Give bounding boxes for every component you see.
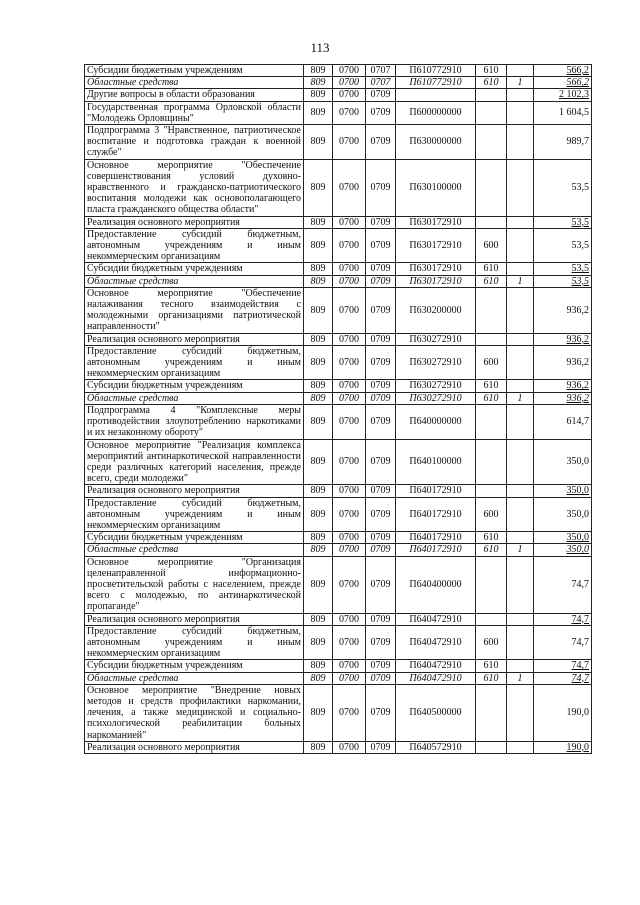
grbs-code: 809 [304,159,333,216]
amount: 74,7 [534,625,592,660]
source-code [507,159,534,216]
subsection-code: 0707 [366,77,396,89]
amount: 53,5 [534,263,592,275]
row-name: Реализация основного мероприятия [85,216,304,228]
table-row [85,684,592,741]
amount: 566,2 [534,77,592,89]
grbs-code: 809 [304,532,333,544]
target-article-code: П630200000 [396,287,476,333]
expense-type-code: 600 [476,625,507,660]
row-name: Предоставление субсидий бюджетным, автономным учреждениям и иным некоммерческим организациям [85,625,304,660]
amount: 350,0 [534,485,592,497]
target-article-code: П640172910 [396,544,476,556]
row-name: Субсидии бюджетным учреждениям [85,660,304,672]
source-code [507,532,534,544]
grbs-code: 809 [304,77,333,89]
target-article-code: П630272910 [396,333,476,345]
row-name: Предоставление субсидий бюджетным, автономным учреждениям и иным некоммерческим организациям [85,345,304,380]
section-code: 0700 [333,613,366,625]
target-article-code: П640400000 [396,556,476,613]
subsection-code: 0709 [366,89,396,101]
subsection-code: 0709 [366,439,396,485]
amount: 53,5 [534,228,592,263]
table-row [85,380,592,392]
table-row [85,333,592,345]
table-row [85,263,592,275]
source-code [507,404,534,439]
subsection-code: 0709 [366,380,396,392]
expense-type-code: 600 [476,345,507,380]
subsection-code: 0707 [366,65,396,77]
expense-type-code [476,333,507,345]
table-row [85,439,592,485]
expense-type-code: 610 [476,263,507,275]
target-article-code: П640572910 [396,741,476,753]
table-body [85,65,592,754]
grbs-code: 809 [304,333,333,345]
subsection-code: 0709 [366,660,396,672]
expense-type-code: 610 [476,660,507,672]
target-article-code: П640472910 [396,613,476,625]
budget-table [84,64,592,754]
table-row [85,613,592,625]
row-name: Основное мероприятие "Внедрение новых методов и средств профилактики наркомании, лечения, а также медицинской и социально-психологической реабилитации больных наркоманией" [85,684,304,741]
subsection-code: 0709 [366,216,396,228]
source-code: 1 [507,672,534,684]
table-row [85,287,592,333]
amount: 350,0 [534,439,592,485]
expense-type-code [476,89,507,101]
section-code: 0700 [333,392,366,404]
expense-type-code: 610 [476,65,507,77]
target-article-code: П610772910 [396,65,476,77]
source-code [507,287,534,333]
section-code: 0700 [333,672,366,684]
subsection-code: 0709 [366,263,396,275]
section-code: 0700 [333,741,366,753]
table-row [85,660,592,672]
source-code [507,263,534,275]
source-code [507,613,534,625]
table-row [85,65,592,77]
subsection-code: 0709 [366,287,396,333]
expense-type-code [476,125,507,160]
expense-type-code [476,159,507,216]
expense-type-code [476,741,507,753]
row-name: Предоставление субсидий бюджетным, автономным учреждениям и иным некоммерческим организациям [85,497,304,532]
expense-type-code: 610 [476,672,507,684]
target-article-code: П600000000 [396,101,476,124]
table-row [85,228,592,263]
section-code: 0700 [333,345,366,380]
table-row [85,345,592,380]
source-code [507,125,534,160]
row-name: Областные средства [85,275,304,287]
grbs-code: 809 [304,672,333,684]
expense-type-code [476,287,507,333]
expense-type-code: 610 [476,380,507,392]
amount: 936,2 [534,380,592,392]
section-code: 0700 [333,404,366,439]
section-code: 0700 [333,497,366,532]
row-name: Государственная программа Орловской области "Молодежь Орловщины" [85,101,304,124]
expense-type-code: 610 [476,275,507,287]
grbs-code: 809 [304,556,333,613]
target-article-code: П630172910 [396,216,476,228]
section-code: 0700 [333,485,366,497]
row-name: Реализация основного мероприятия [85,613,304,625]
source-code [507,485,534,497]
section-code: 0700 [333,228,366,263]
source-code [507,216,534,228]
source-code: 1 [507,392,534,404]
table-row [85,404,592,439]
source-code [507,625,534,660]
amount: 74,7 [534,672,592,684]
section-code: 0700 [333,439,366,485]
amount: 936,2 [534,392,592,404]
subsection-code: 0709 [366,684,396,741]
grbs-code: 809 [304,625,333,660]
grbs-code: 809 [304,741,333,753]
grbs-code: 809 [304,65,333,77]
subsection-code: 0709 [366,159,396,216]
grbs-code: 809 [304,485,333,497]
table-row [85,544,592,556]
expense-type-code: 610 [476,77,507,89]
grbs-code: 809 [304,684,333,741]
source-code [507,228,534,263]
row-name: Реализация основного мероприятия [85,741,304,753]
source-code [507,65,534,77]
amount: 936,2 [534,333,592,345]
grbs-code: 809 [304,380,333,392]
subsection-code: 0709 [366,275,396,287]
amount: 566,2 [534,65,592,77]
section-code: 0700 [333,101,366,124]
section-code: 0700 [333,333,366,345]
target-article-code: П640172910 [396,497,476,532]
subsection-code: 0709 [366,532,396,544]
section-code: 0700 [333,544,366,556]
amount: 614,7 [534,404,592,439]
grbs-code: 809 [304,89,333,101]
amount: 190,0 [534,684,592,741]
section-code: 0700 [333,287,366,333]
amount: 190,0 [534,741,592,753]
source-code: 1 [507,77,534,89]
source-code: 1 [507,544,534,556]
subsection-code: 0709 [366,544,396,556]
section-code: 0700 [333,684,366,741]
subsection-code: 0709 [366,228,396,263]
table-row [85,741,592,753]
row-name: Областные средства [85,672,304,684]
subsection-code: 0709 [366,556,396,613]
section-code: 0700 [333,89,366,101]
expense-type-code [476,216,507,228]
expense-type-code [476,613,507,625]
amount: 350,0 [534,497,592,532]
row-name: Предоставление субсидий бюджетным, автономным учреждениям и иным некоммерческим организациям [85,228,304,263]
grbs-code: 809 [304,497,333,532]
subsection-code: 0709 [366,392,396,404]
expense-type-code [476,556,507,613]
table-row [85,392,592,404]
page-number: 113 [310,40,330,55]
subsection-code: 0709 [366,125,396,160]
expense-type-code [476,101,507,124]
row-name: Подпрограмма 4 "Комплексные меры противодействия злоупотреблению наркотиками и их незаконному обороту" [85,404,304,439]
row-name: Субсидии бюджетным учреждениям [85,380,304,392]
expense-type-code: 600 [476,228,507,263]
target-article-code: П640472910 [396,672,476,684]
table-row [85,672,592,684]
subsection-code: 0709 [366,497,396,532]
section-code: 0700 [333,159,366,216]
section-code: 0700 [333,380,366,392]
section-code: 0700 [333,556,366,613]
section-code: 0700 [333,216,366,228]
table-row [85,625,592,660]
source-code [507,101,534,124]
target-article-code: П630172910 [396,263,476,275]
amount: 936,2 [534,345,592,380]
table-row [85,89,592,101]
row-name: Основное мероприятие "Реализация комплекса мероприятий антинаркотической направленности среди различных категорий населения, прежде всего, среди молодежи" [85,439,304,485]
source-code [507,497,534,532]
row-name: Областные средства [85,77,304,89]
amount: 53,5 [534,159,592,216]
amount: 1 604,5 [534,101,592,124]
row-name: Областные средства [85,392,304,404]
grbs-code: 809 [304,275,333,287]
grbs-code: 809 [304,404,333,439]
subsection-code: 0709 [366,404,396,439]
target-article-code: П610772910 [396,77,476,89]
source-code [507,345,534,380]
grbs-code: 809 [304,660,333,672]
target-article-code: П640472910 [396,625,476,660]
table-row [85,485,592,497]
amount: 350,0 [534,532,592,544]
table-row [85,532,592,544]
source-code [507,684,534,741]
row-name: Основное мероприятие "Обеспечение совершенствования условий духовно-нравственного и гражданско-патриотического воспитания молодежи как основополагающего пласта гражданского общества области" [85,159,304,216]
grbs-code: 809 [304,392,333,404]
table-row [85,77,592,89]
row-name: Реализация основного мероприятия [85,485,304,497]
amount: 989,7 [534,125,592,160]
subsection-code: 0709 [366,625,396,660]
target-article-code: П640000000 [396,404,476,439]
row-name: Основное мероприятие "Обеспечение налаживания тесного взаимодействия с молодежными организациями патриотической направленности" [85,287,304,333]
source-code [507,333,534,345]
section-code: 0700 [333,263,366,275]
expense-type-code [476,404,507,439]
amount: 74,7 [534,613,592,625]
target-article-code: П630272910 [396,392,476,404]
target-article-code: П640100000 [396,439,476,485]
row-name: Субсидии бюджетным учреждениям [85,532,304,544]
amount: 53,5 [534,216,592,228]
source-code [507,89,534,101]
row-name: Субсидии бюджетным учреждениям [85,65,304,77]
section-code: 0700 [333,65,366,77]
source-code: 1 [507,275,534,287]
target-article-code: П630272910 [396,380,476,392]
subsection-code: 0709 [366,613,396,625]
target-article-code: П630272910 [396,345,476,380]
target-article-code: П640472910 [396,660,476,672]
amount: 74,7 [534,660,592,672]
amount: 53,5 [534,275,592,287]
grbs-code: 809 [304,125,333,160]
grbs-code: 809 [304,263,333,275]
section-code: 0700 [333,125,366,160]
source-code [507,660,534,672]
grbs-code: 809 [304,345,333,380]
subsection-code: 0709 [366,741,396,753]
grbs-code: 809 [304,216,333,228]
subsection-code: 0709 [366,672,396,684]
grbs-code: 809 [304,544,333,556]
amount: 2 102,3 [534,89,592,101]
source-code [507,556,534,613]
subsection-code: 0709 [366,333,396,345]
subsection-code: 0709 [366,345,396,380]
amount: 74,7 [534,556,592,613]
source-code [507,741,534,753]
amount: 936,2 [534,287,592,333]
target-article-code: П630172910 [396,275,476,287]
grbs-code: 809 [304,228,333,263]
row-name: Областные средства [85,544,304,556]
table-row [85,497,592,532]
row-name: Другие вопросы в области образования [85,89,304,101]
expense-type-code [476,684,507,741]
target-article-code: П630100000 [396,159,476,216]
section-code: 0700 [333,660,366,672]
expense-type-code [476,439,507,485]
table-row [85,275,592,287]
target-article-code [396,89,476,101]
target-article-code: П630000000 [396,125,476,160]
section-code: 0700 [333,625,366,660]
subsection-code: 0709 [366,101,396,124]
expense-type-code: 600 [476,497,507,532]
row-name: Реализация основного мероприятия [85,333,304,345]
table-row [85,125,592,160]
table-row [85,101,592,124]
row-name: Субсидии бюджетным учреждениям [85,263,304,275]
grbs-code: 809 [304,287,333,333]
expense-type-code [476,485,507,497]
expense-type-code: 610 [476,532,507,544]
amount: 350,0 [534,544,592,556]
row-name: Основное мероприятие "Организация целенаправленной информационно-просветительской работы с населением, прежде всего с молодежью, по антинаркотической пропаганде" [85,556,304,613]
target-article-code: П630172910 [396,228,476,263]
target-article-code: П640172910 [396,532,476,544]
subsection-code: 0709 [366,485,396,497]
section-code: 0700 [333,532,366,544]
grbs-code: 809 [304,613,333,625]
source-code [507,439,534,485]
grbs-code: 809 [304,439,333,485]
expense-type-code: 610 [476,544,507,556]
expense-type-code: 610 [476,392,507,404]
table-row [85,556,592,613]
grbs-code: 809 [304,101,333,124]
section-code: 0700 [333,77,366,89]
section-code: 0700 [333,275,366,287]
table-row [85,216,592,228]
row-name: Подпрограмма 3 "Нравственное, патриотическое воспитание и подготовка граждан к военной службе" [85,125,304,160]
source-code [507,380,534,392]
target-article-code: П640172910 [396,485,476,497]
target-article-code: П640500000 [396,684,476,741]
table-row [85,159,592,216]
